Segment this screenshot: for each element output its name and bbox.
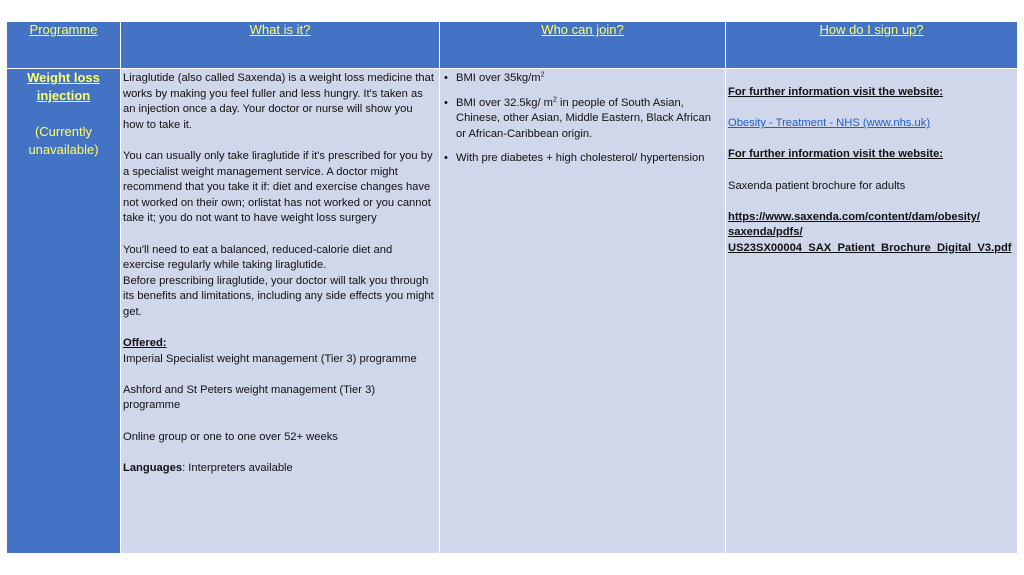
- what-paragraph-1: Liraglutide (also called Saxenda) is a weight loss medicine that works by making you feel fuller and less hungry. It's taken as an injection once a day. Your doctor or nurse will show you how to take it.: [123, 72, 434, 131]
- languages-line: [123, 461, 435, 477]
- programme-name[interactable]: Weight loss injection: [27, 70, 100, 103]
- languages-label: Languages: [123, 461, 183, 474]
- what-paragraph-3a: You'll need to eat a balanced, reduced-calorie diet and exercise regularly while taking liraglutide.: [123, 243, 393, 272]
- programme-cell: [7, 69, 121, 554]
- programme-table: [6, 21, 1018, 554]
- offered-label: Offered:: [123, 337, 167, 350]
- what-is-it-cell: [121, 69, 440, 554]
- header-who-can-join: Who can join?: [440, 22, 726, 69]
- header-row: [7, 22, 1018, 69]
- programme-status: (Currently unavailable): [28, 124, 99, 157]
- languages-value: : Interpreters available: [182, 461, 293, 474]
- eligibility-list: [444, 71, 721, 167]
- offered-item-1: Imperial Specialist weight management (Tier 3) programme: [123, 352, 417, 365]
- nhs-link[interactable]: Obesity - Treatment - NHS (www.nhs.uk): [728, 117, 931, 130]
- further-info-label-2: For further information visit the website:: [728, 148, 944, 161]
- list-item: • With pre diabetes + high cholesterol/ hypertension: [444, 151, 721, 167]
- further-info-label-1: For further information visit the website:: [728, 86, 944, 98]
- offered-item-2: Ashford and St Peters weight management (Tier 3) programme: [123, 383, 376, 412]
- table-row: [7, 69, 1018, 554]
- header-programme: Programme: [7, 22, 121, 69]
- list-item: • BMI over 32.5kg/ $m^2$ in people of South Asian, Chinese, other Asian, Middle Eastern, Black African or African-Caribbean origin.: [444, 95, 711, 140]
- header-how-sign-up: How do I sign up?: [726, 22, 1018, 69]
- saxenda-brochure-link[interactable]: https://www.saxenda.com/content/dam/obesity/ saxenda/pdfs/ US23SX00004_SAX_Patient_Brochure_Digital_V3.pdf: [728, 210, 1012, 254]
- brochure-text: Saxenda patient brochure for adults: [728, 179, 906, 192]
- bullet-icon: •: [444, 152, 448, 165]
- sign-up-cell: [726, 69, 1018, 554]
- header-what-is-it: What is it?: [121, 22, 440, 69]
- list-item: • BMI over $35kg/m^2$: [444, 71, 721, 87]
- what-paragraph-2: You can usually only take liraglutide if it's prescribed for you by a specialist weight management service. A doctor might recommend that you take it if: diet and exercise changes have not worked on their own; orlistat has not worked or you cannot take it; you do not want to have weight loss surgery: [123, 149, 433, 225]
- who-can-join-cell: [440, 69, 726, 554]
- offered-item-3: Online group or one to one over 52+ weeks: [123, 430, 338, 443]
- what-paragraph-3b: Before prescribing liraglutide, your doctor will talk you through its benefits and limitations, including any side effects you might get.: [123, 274, 434, 318]
- bullet-icon: •: [444, 72, 448, 84]
- bullet-icon: •: [444, 96, 448, 109]
